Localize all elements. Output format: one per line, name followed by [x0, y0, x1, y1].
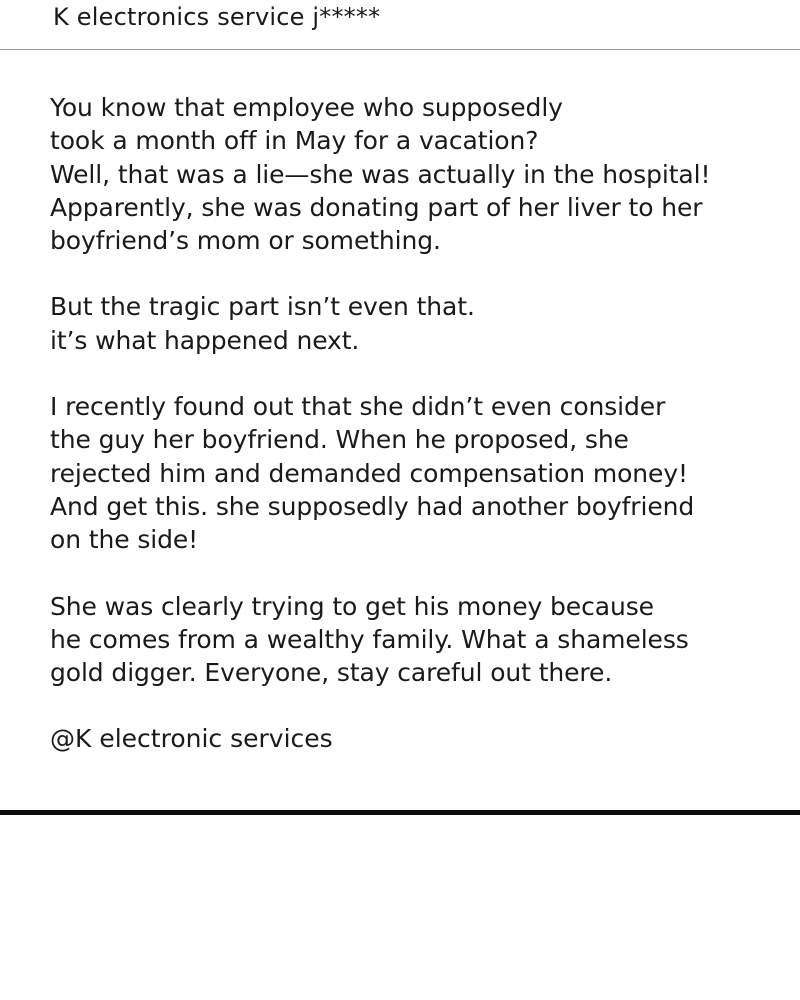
- post-line: And get this. she supposedly had another boyfriend: [50, 491, 695, 521]
- post-paragraph: [50, 91, 790, 257]
- post-signature: @K electronic services: [50, 724, 333, 754]
- post-paragraph: [50, 390, 790, 556]
- post-line: I recently found out that she didn’t even consider: [50, 392, 666, 422]
- post-paragraph: [50, 590, 790, 690]
- post-paragraph: [50, 290, 790, 357]
- post-line: She was clearly trying to get his money because: [50, 591, 654, 621]
- post-body: [50, 91, 790, 756]
- post-line: You know that employee who supposedly: [50, 93, 563, 122]
- post-line: on the side!: [50, 525, 199, 555]
- bottom-divider: [0, 810, 800, 815]
- post-line: But the tragic part isn’t even that.: [50, 292, 475, 322]
- post-line: Apparently, she was donating part of her liver to her: [50, 192, 703, 222]
- post-header: [0, 0, 800, 50]
- post-line: rejected him and demanded compensation money!: [50, 458, 688, 488]
- post-line: took a month off in May for a vacation?: [50, 126, 539, 156]
- post-line: gold digger. Everyone, stay careful out there.: [50, 658, 613, 688]
- post-line: he comes from a wealthy family. What a shameless: [50, 624, 689, 654]
- post-line: the guy her boyfriend. When he proposed, she: [50, 425, 629, 455]
- post-line: it’s what happened next.: [50, 325, 360, 355]
- post-line: boyfriend’s mom or something.: [50, 226, 441, 256]
- post-line: Well, that was a lie—she was actually in the hospital!: [50, 159, 711, 189]
- post-author-title: K electronics service j*****: [53, 3, 381, 31]
